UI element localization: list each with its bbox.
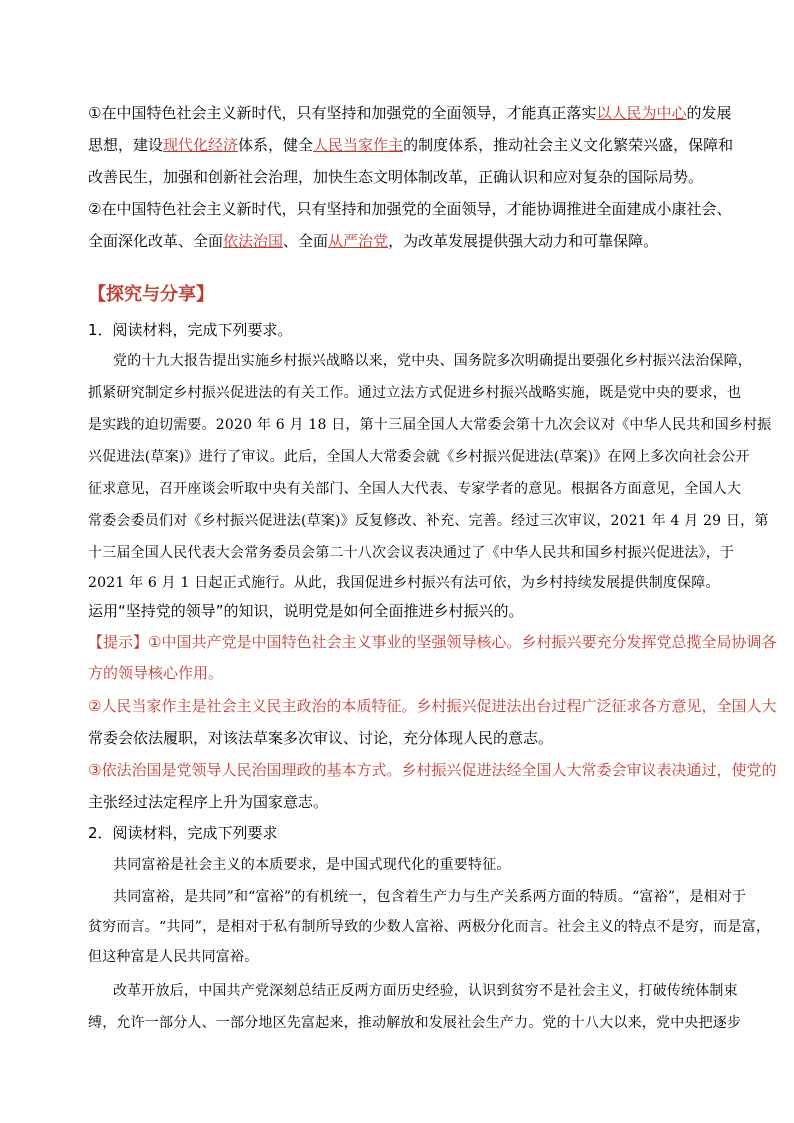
material-line: 兴促进法(草案)》进行了审议。此后，全国人大常委会就《乡村振兴促进法(草案)》在网上多次向社会公开 [88, 449, 750, 465]
material-line: 但这种富是人民共同富裕。 [88, 949, 259, 965]
hint-text: ①中国共产党是中国特色社会主义事业的坚强领导核心。乡村振兴要充分发挥党总揽全局协调各 [148, 633, 777, 651]
intro-text: ①在中国特色社会主义新时代，只有坚持和加强党的全面领导，才能真正落实 [88, 104, 597, 122]
intro-text: 思想，建设 [88, 136, 164, 154]
material-line: 党的十九大报告提出实施乡村振兴战略以来，党中央、国务院多次明确提出要强化乡村振兴法治保障， [113, 353, 752, 369]
material-line: 贫穷而言。“共同”，是相对于私有制所导致的少数人富裕、两极分化而言。社会主义的特点不是穷，而是富， [88, 919, 771, 935]
hint-label: 【提示】 [88, 633, 149, 651]
intro-text: 体系，健全 [238, 136, 314, 154]
highlight-term: 依法治国 [223, 232, 284, 250]
intro-text: ，为改革发展提供强大动力和可靠保障。 [388, 232, 659, 250]
material-line: 共同富裕是社会主义的本质要求，是中国式现代化的重要特征。 [113, 857, 511, 873]
material-line: 是实践的迫切需要。2020 年 6 月 18 日，第十三届全国人大常委会第十九次会议对《中华人民共和国乡村振 [88, 417, 772, 433]
material-line: 改革开放后，中国共产党深刻总结正反两方面历史经验，认识到贫穷不是社会主义，打破传统体制束 [113, 983, 738, 999]
intro-text: 的发展 [686, 104, 732, 122]
intro-line-1 [88, 103, 731, 123]
material-line: 缚，允许一部分人、一部分地区先富起来，推动解放和发展社会生产力。党的十八大以来，党中央把逐步 [88, 1015, 742, 1031]
question-2-title: 2．阅读材料，完成下列要求 [88, 824, 278, 842]
highlight-term: 人民当家作主 [313, 136, 404, 154]
intro-line-5 [88, 231, 658, 251]
material-line: 抓紧研究制定乡村振兴促进法的有关工作。通过立法方式促进乡村振兴战略实施，既是党中央的要求，也 [88, 385, 742, 401]
hint-line: 常委会依法履职，对该法草案多次审议、讨论，充分体现人民的意志。 [88, 729, 554, 747]
highlight-term: 从严治党 [328, 232, 389, 250]
material-line: 2021 年 6 月 1 日起正式施行。从此，我国促进乡村振兴有法可依，为乡村持续发展提供制度保障。 [88, 575, 720, 591]
hint-line [88, 632, 776, 652]
question-1-title: 1．阅读材料，完成下列要求。 [88, 321, 293, 339]
material-line: 常委会委员们对《乡村振兴促进法(草案)》反复修改、补充、完善。经过三次审议，2021 年 4 月 29 日，第 [88, 513, 769, 529]
intro-text: 的制度体系，推动社会主义文化繁荣兴盛，保障和 [403, 136, 734, 154]
material-line: 共同富裕，是共同”和“富裕”的有机统一，包含着生产力与生产关系两方面的特质。“富裕”，是相对于 [113, 889, 747, 905]
intro-text: 、全面 [283, 232, 329, 250]
material-line: 征求意见，召开座谈会听取中央有关部门、全国人大代表、专家学者的意见。根据各方面意见，全国人大 [88, 481, 742, 497]
hint-line: 方的领导核心作用。 [88, 664, 224, 682]
intro-text: 全面深化改革、全面 [88, 232, 224, 250]
intro-line-3 [88, 167, 703, 187]
intro-line-4 [88, 199, 731, 219]
question-1-prompt: 运用“坚持党的领导”的知识，说明党是如何全面推进乡村振兴的。 [88, 602, 524, 620]
material-line: 十三届全国人民代表大会常务委员会第二十八次会议表决通过了《中华人民共和国乡村振兴促进法》，于 [88, 545, 735, 561]
hint-line: ②人民当家作主是社会主义民主政治的本质特征。乡村振兴促进法出台过程广泛征求各方意见，全国人大 [88, 697, 777, 715]
intro-text: ②在中国特色社会主义新时代，只有坚持和加强党的全面领导，才能协调推进全面建成小康社会、 [88, 200, 732, 218]
intro-text: 改善民生，加强和创新社会治理，加快生态文明体制改革，正确认识和应对复杂的国际局势。 [88, 168, 704, 186]
highlight-term: 以人民为中心 [596, 104, 687, 122]
highlight-term: 现代化经济 [163, 136, 239, 154]
hint-line: 主张经过法定程序上升为国家意志。 [88, 793, 329, 811]
intro-line-2 [88, 135, 733, 155]
section-heading: 【探究与分享】 [88, 284, 214, 305]
hint-line: ③依法治国是党领导人民治国理政的基本方式。乡村振兴促进法经全国人大常委会审议表决通过，使党的 [88, 761, 777, 779]
